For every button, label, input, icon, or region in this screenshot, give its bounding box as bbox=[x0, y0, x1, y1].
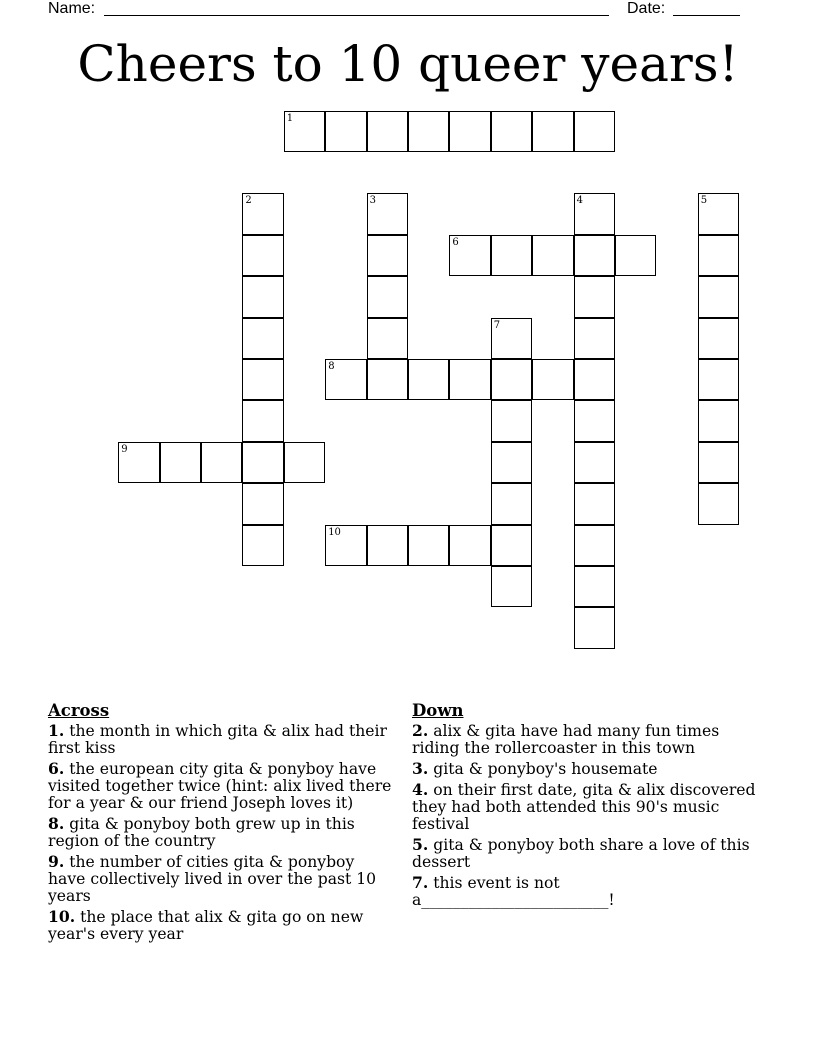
grid-cell[interactable] bbox=[242, 359, 283, 400]
clue-down-3: 3. gita & ponyboy's housemate bbox=[412, 759, 658, 778]
clue-down-5: 5. gita & ponyboy both share a love of this dessert bbox=[412, 835, 750, 871]
grid-cell[interactable] bbox=[574, 607, 615, 648]
clue-number-label: 4 bbox=[576, 195, 583, 207]
clue-across-1: 1. the month in which gita & alix had their first kiss bbox=[48, 721, 387, 757]
grid-cell[interactable] bbox=[532, 359, 573, 400]
grid-cell[interactable] bbox=[325, 111, 366, 152]
clue-number-label: 7 bbox=[493, 319, 501, 331]
grid-cell[interactable] bbox=[574, 442, 615, 483]
grid-cell[interactable] bbox=[201, 442, 242, 483]
grid-cell[interactable] bbox=[242, 318, 283, 359]
grid-cell[interactable] bbox=[698, 193, 739, 234]
grid-cell[interactable] bbox=[367, 193, 408, 234]
grid-cell[interactable] bbox=[698, 483, 739, 524]
grid-cell[interactable] bbox=[242, 525, 283, 566]
grid-cell[interactable] bbox=[408, 525, 449, 566]
grid-cell[interactable] bbox=[118, 442, 159, 483]
grid-cell[interactable] bbox=[698, 359, 739, 400]
across-heading: Across bbox=[48, 701, 110, 720]
clue-number-label: 8 bbox=[328, 361, 335, 372]
grid-cell[interactable] bbox=[491, 566, 532, 607]
grid-cell[interactable] bbox=[242, 235, 283, 276]
clue-across-9: 9. the number of cities gita & ponyboy have collectively lived in over the past 10 years bbox=[48, 852, 377, 905]
grid-cell[interactable] bbox=[449, 111, 490, 152]
date-label: Date: bbox=[627, 0, 666, 17]
grid-cell[interactable] bbox=[615, 235, 656, 276]
grid-cell[interactable] bbox=[491, 400, 532, 441]
grid-cell[interactable] bbox=[491, 525, 532, 566]
grid-cell[interactable] bbox=[532, 111, 573, 152]
grid-cell[interactable] bbox=[698, 235, 739, 276]
grid-cell[interactable] bbox=[698, 318, 739, 359]
clue-across-6: 6. the european city gita & ponyboy have visited together twice (hint: alix lived there for a year & our friend Joseph loves it) bbox=[48, 759, 392, 812]
clue-number-label: 3 bbox=[369, 195, 376, 207]
down-clues bbox=[412, 700, 762, 912]
grid-cell[interactable] bbox=[491, 483, 532, 524]
clue-across-8: 8. gita & ponyboy both grew up in this region of the country bbox=[48, 814, 355, 850]
grid-cell[interactable] bbox=[449, 525, 490, 566]
grid-cell[interactable] bbox=[574, 525, 615, 566]
grid-cell[interactable] bbox=[698, 276, 739, 317]
grid-cell[interactable] bbox=[408, 359, 449, 400]
clue-number-label: 6 bbox=[452, 236, 459, 248]
grid-cell[interactable] bbox=[160, 442, 201, 483]
grid-cell[interactable] bbox=[367, 235, 408, 276]
grid-cell[interactable] bbox=[574, 483, 615, 524]
across-clues bbox=[48, 700, 393, 946]
grid-cell[interactable] bbox=[367, 276, 408, 317]
grid-cell[interactable] bbox=[698, 442, 739, 483]
name-label: Name: bbox=[48, 0, 96, 17]
grid-cell[interactable] bbox=[242, 276, 283, 317]
grid-cell[interactable] bbox=[367, 111, 408, 152]
grid-cell[interactable] bbox=[491, 111, 532, 152]
grid-cell[interactable] bbox=[574, 276, 615, 317]
grid-cell[interactable] bbox=[408, 111, 449, 152]
clue-number-label: 1 bbox=[286, 112, 294, 124]
grid-cell[interactable] bbox=[491, 318, 532, 359]
grid-cell[interactable] bbox=[449, 235, 490, 276]
grid-cell[interactable] bbox=[284, 111, 325, 152]
clue-number-label: 5 bbox=[700, 195, 708, 207]
clue-down-2: 2. alix & gita have had many fun times riding the rollercoaster in this town bbox=[412, 721, 720, 757]
grid-cell[interactable] bbox=[242, 483, 283, 524]
grid-cell[interactable] bbox=[242, 400, 283, 441]
grid-cell[interactable] bbox=[367, 525, 408, 566]
grid-cell[interactable] bbox=[698, 400, 739, 441]
grid-cell[interactable] bbox=[491, 442, 532, 483]
grid-cell[interactable] bbox=[449, 359, 490, 400]
grid-cell[interactable] bbox=[574, 318, 615, 359]
grid-cell[interactable] bbox=[574, 566, 615, 607]
page-title: Cheers to 10 queer years! bbox=[77, 35, 739, 93]
grid-cell[interactable] bbox=[491, 235, 532, 276]
grid-cell[interactable] bbox=[532, 235, 573, 276]
grid-cell[interactable] bbox=[574, 359, 615, 400]
grid-cell[interactable] bbox=[367, 359, 408, 400]
grid-cell[interactable] bbox=[242, 442, 283, 483]
down-heading: Down bbox=[412, 701, 464, 720]
clue-down-4: 4. on their first date, gita & alix discovered they had both attended this 90's music festival bbox=[412, 780, 756, 833]
grid-cell[interactable] bbox=[242, 193, 283, 234]
grid-cell[interactable] bbox=[574, 193, 615, 234]
clue-number-label: 2 bbox=[245, 195, 252, 207]
grid-cell[interactable] bbox=[325, 359, 366, 400]
grid-cell[interactable] bbox=[574, 111, 615, 152]
grid-cell[interactable] bbox=[325, 525, 366, 566]
grid-cell[interactable] bbox=[574, 235, 615, 276]
clue-down-7: 7. this event is not a________________________! bbox=[412, 873, 615, 909]
clue-across-10: 10. the place that alix & gita go on new year's every year bbox=[48, 907, 364, 943]
grid-cell[interactable] bbox=[491, 359, 532, 400]
grid-cell[interactable] bbox=[574, 400, 615, 441]
grid-cell[interactable] bbox=[284, 442, 325, 483]
clue-number-label: 9 bbox=[121, 443, 128, 455]
clue-number-label: 10 bbox=[328, 526, 341, 538]
grid-cell[interactable] bbox=[367, 318, 408, 359]
